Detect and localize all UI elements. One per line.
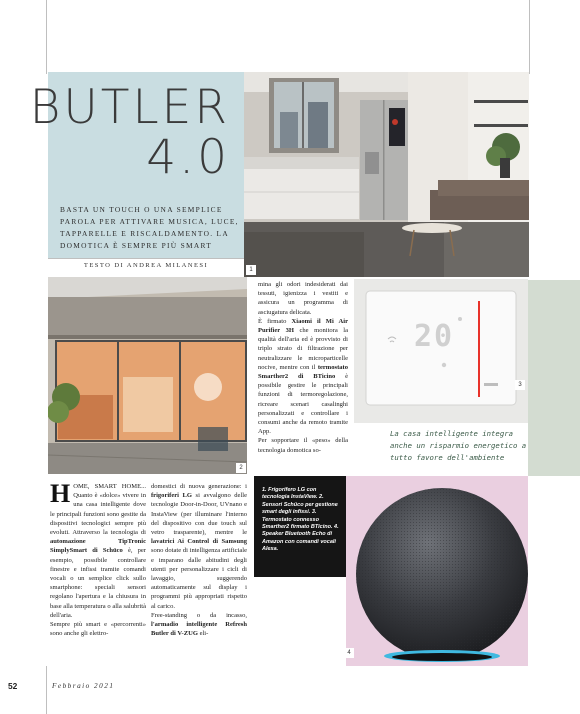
green-side-strip — [528, 280, 580, 476]
dropcap: H — [50, 479, 71, 508]
photo-caption-box — [254, 476, 346, 577]
article-title-line2: 4.0 — [146, 130, 230, 185]
facade-illustration — [48, 277, 247, 474]
kitchen-photo — [244, 72, 529, 277]
title-block — [29, 72, 244, 258]
text-column-3 — [258, 280, 348, 455]
top-rule-right — [529, 0, 530, 74]
echo-speaker-photo — [346, 476, 528, 666]
top-rule-left — [46, 0, 47, 74]
article-title-line1: BUTLER — [29, 80, 230, 135]
credit-rule — [48, 258, 244, 259]
thermostat-display: 20 — [414, 319, 455, 354]
col3-paragraph-3: Per sopportare il «peso» della tecnologia domotica so- — [258, 437, 348, 454]
photo-number-4: 4 — [346, 648, 354, 658]
kitchen-illustration — [244, 72, 529, 277]
thermostat-photo — [354, 279, 528, 423]
photo-number-1: 1 — [246, 265, 256, 275]
col1-paragraph-2: Sempre più smart e «percorrenti» sono anche gli elettro- — [50, 621, 146, 638]
bottom-rule-left — [46, 666, 47, 714]
facade-photo — [48, 277, 247, 474]
col1-paragraph-1: OME, SMART HOME... Quanto è «dolce» vivere in una casa intelligente dove le principali funzioni sono gestite da dispositivi tecnologici sempre più evoluti. Attraverso la tecnologia di automazione TipTronic SimplySmart di Schüco è, per esempio, possibile controllare finestre e infissi tramite comandi vocali o un semplice click sullo smartphone: speciali sensori regolano l'apertura e la chiusura in base alla temperatura o alla salubrità dell'aria. — [50, 483, 146, 619]
text-column-1 — [50, 479, 146, 638]
col2-paragraph-2: Free-standing o da incasso, l'armadio intelligente Refresh Butler di V-ZUG eli- — [151, 611, 247, 638]
text-column-2 — [151, 482, 247, 638]
col3-paragraph-1: mina gli odori indesiderati dai tessuti, igienizza i vestiti e assicura un programma di asciugatura delicata. — [258, 281, 348, 316]
issue-date: Febbraio 2021 — [52, 682, 115, 690]
author-credit: TESTO DI ANDREA MILANESI — [83, 262, 209, 269]
page-number: 52 — [8, 681, 18, 691]
col3-paragraph-2: È firmato Xiaomi il Mi Air Purifier 3H che monitora la qualità dell'aria ed è provvisto di triplo strato di filtrazione per neutralizzare le microparticelle nocive, mentre con il termostato Smarther2 di BTicino è possibile gestire le principali funzioni di termoregolazione, ricreare scenari casalinghi personalizzati e controllare i consumi anche da remoto tramite App. — [258, 317, 349, 436]
photo-captions: 1. Frigorifero LG con tecnologia InstaView. 2. Sensori Schüco per gestione smart degli infissi. 3. Termostato connesso Smarther2 firmato BTicino. 4. Speaker Bluetooth Echo di Amazon con comandi vocali Alexa. — [262, 487, 339, 553]
col2-paragraph-1: domestici di nuova generazione: i frigoriferi LG si avvalgono delle tecnologie Door-in-Door, UVnano e InstaView (per illuminare l'interno del dispositivo con due touch sul vetro trasparente), mentre le lavatrici Ai Control di Samsung sono dotate di intelligenza artificiale e imparano dalle abitudini degli utenti per personalizzare i cicli di lavaggio, suggerendo automaticamente sul display i programmi più appropriati rispetto al carico. — [151, 483, 247, 610]
pull-quote: La casa intelligente integra anche un risparmio energetico a tutto favore dell'ambiente — [390, 429, 527, 462]
article-subtitle: BASTA UN TOUCH O UNA SEMPLICE PAROLA PER ATTIVARE MUSICA, LUCE, TAPPARELLE E RISCALDAMENTO. LA DOMOTICA È SEMPRE PIÙ SMART — [60, 205, 239, 250]
photo-number-3: 3 — [515, 380, 525, 390]
speaker-illustration — [346, 476, 528, 666]
photo-number-2: 2 — [236, 463, 246, 473]
